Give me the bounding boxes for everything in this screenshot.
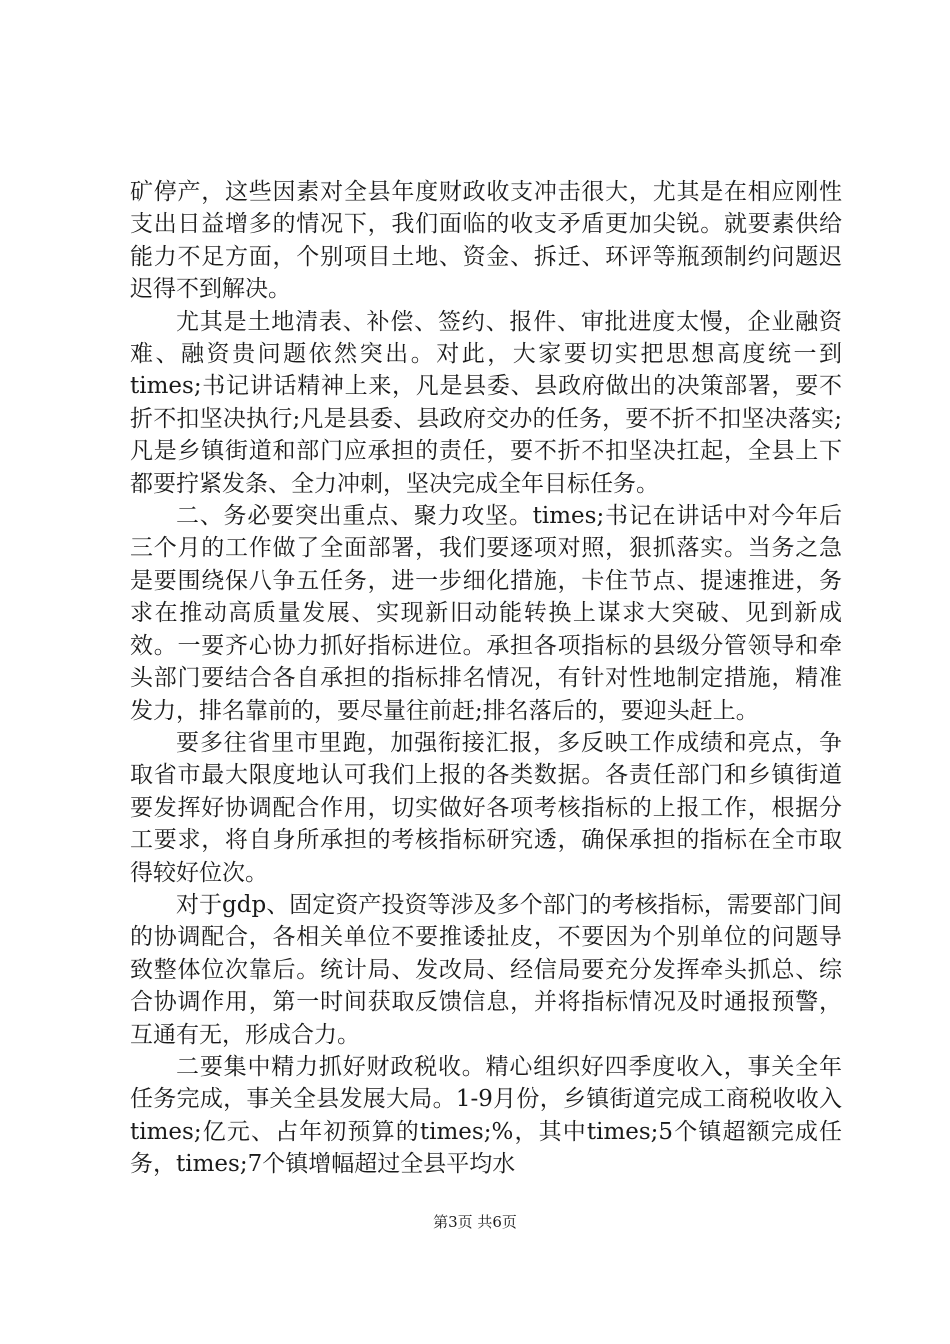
paragraph-4: 要多往省里市里跑，加强衔接汇报，多反映工作成绩和亮点，争取省市最大限度地认可我们上报的各类数据。各责任部门和乡镇街道要发挥好协调配合作用，切实做好各项考核指标的上报工作，根据分工要求，将自身所承担的考核指标研究透，确保承担的指标在全市取得较好位次。 — [130, 729, 842, 886]
paragraph-6: 二要集中精力抓好财政税收。精心组织好四季度收入，事关全年任务完成，事关全县发展大局。1-9月份，乡镇街道完成工商税收收入times;亿元、占年初预算的times;%，其中times;5个镇超额完成任务，times;7个镇增幅超过全县平均水 — [130, 1053, 842, 1178]
paragraph-3: 二、务必要突出重点、聚力攻坚。times;书记在讲话中对今年后三个月的工作做了全面部署，我们要逐项对照，狠抓落实。当务之急是要围绕保八争五任务，进一步细化措施，卡住节点、提速推进，务求在推动高质量发展、实现新旧动能转换上谋求大突破、见到新成效。一要齐心协力抓好指标进位。承担各项指标的县级分管领导和牵头部门要结合各自承担的指标排名情况，有针对性地制定措施，精准发力，排名靠前的，要尽量往前赶;排名落后的，要迎头赶上。 — [130, 503, 842, 724]
document-body — [130, 176, 842, 1181]
page-number-footer: 第3页 共6页 — [433, 1213, 517, 1231]
paragraph-2: 尤其是土地清表、补偿、签约、报件、审批进度太慢，企业融资难、融资贵问题依然突出。对此，大家要切实把思想高度统一到times;书记讲话精神上来，凡是县委、县政府做出的决策部署，要不折不扣坚决执行;凡是县委、县政府交办的任务，要不折不扣坚决落实;凡是乡镇街道和部门应承担的责任，要不折不扣坚决扛起，全县上下都要拧紧发条、全力冲刺，坚决完成全年目标任务。 — [130, 308, 842, 497]
paragraph-1: 矿停产，这些因素对全县年度财政收支冲击很大，尤其是在相应刚性支出日益增多的情况下，我们面临的收支矛盾更加尖锐。就要素供给能力不足方面，个别项目土地、资金、拆迁、环评等瓶颈制约问题迟迟得不到解决。 — [130, 179, 842, 303]
paragraph-5: 对于gdp、固定资产投资等涉及多个部门的考核指标，需要部门间的协调配合，各相关单位不要推诿扯皮，不要因为个别单位的问题导致整体位次靠后。统计局、发改局、经信局要充分发挥牵头抓总、综合协调作用，第一时间获取反馈信息，并将指标情况及时通报预警，互通有无，形成合力。 — [130, 891, 842, 1048]
